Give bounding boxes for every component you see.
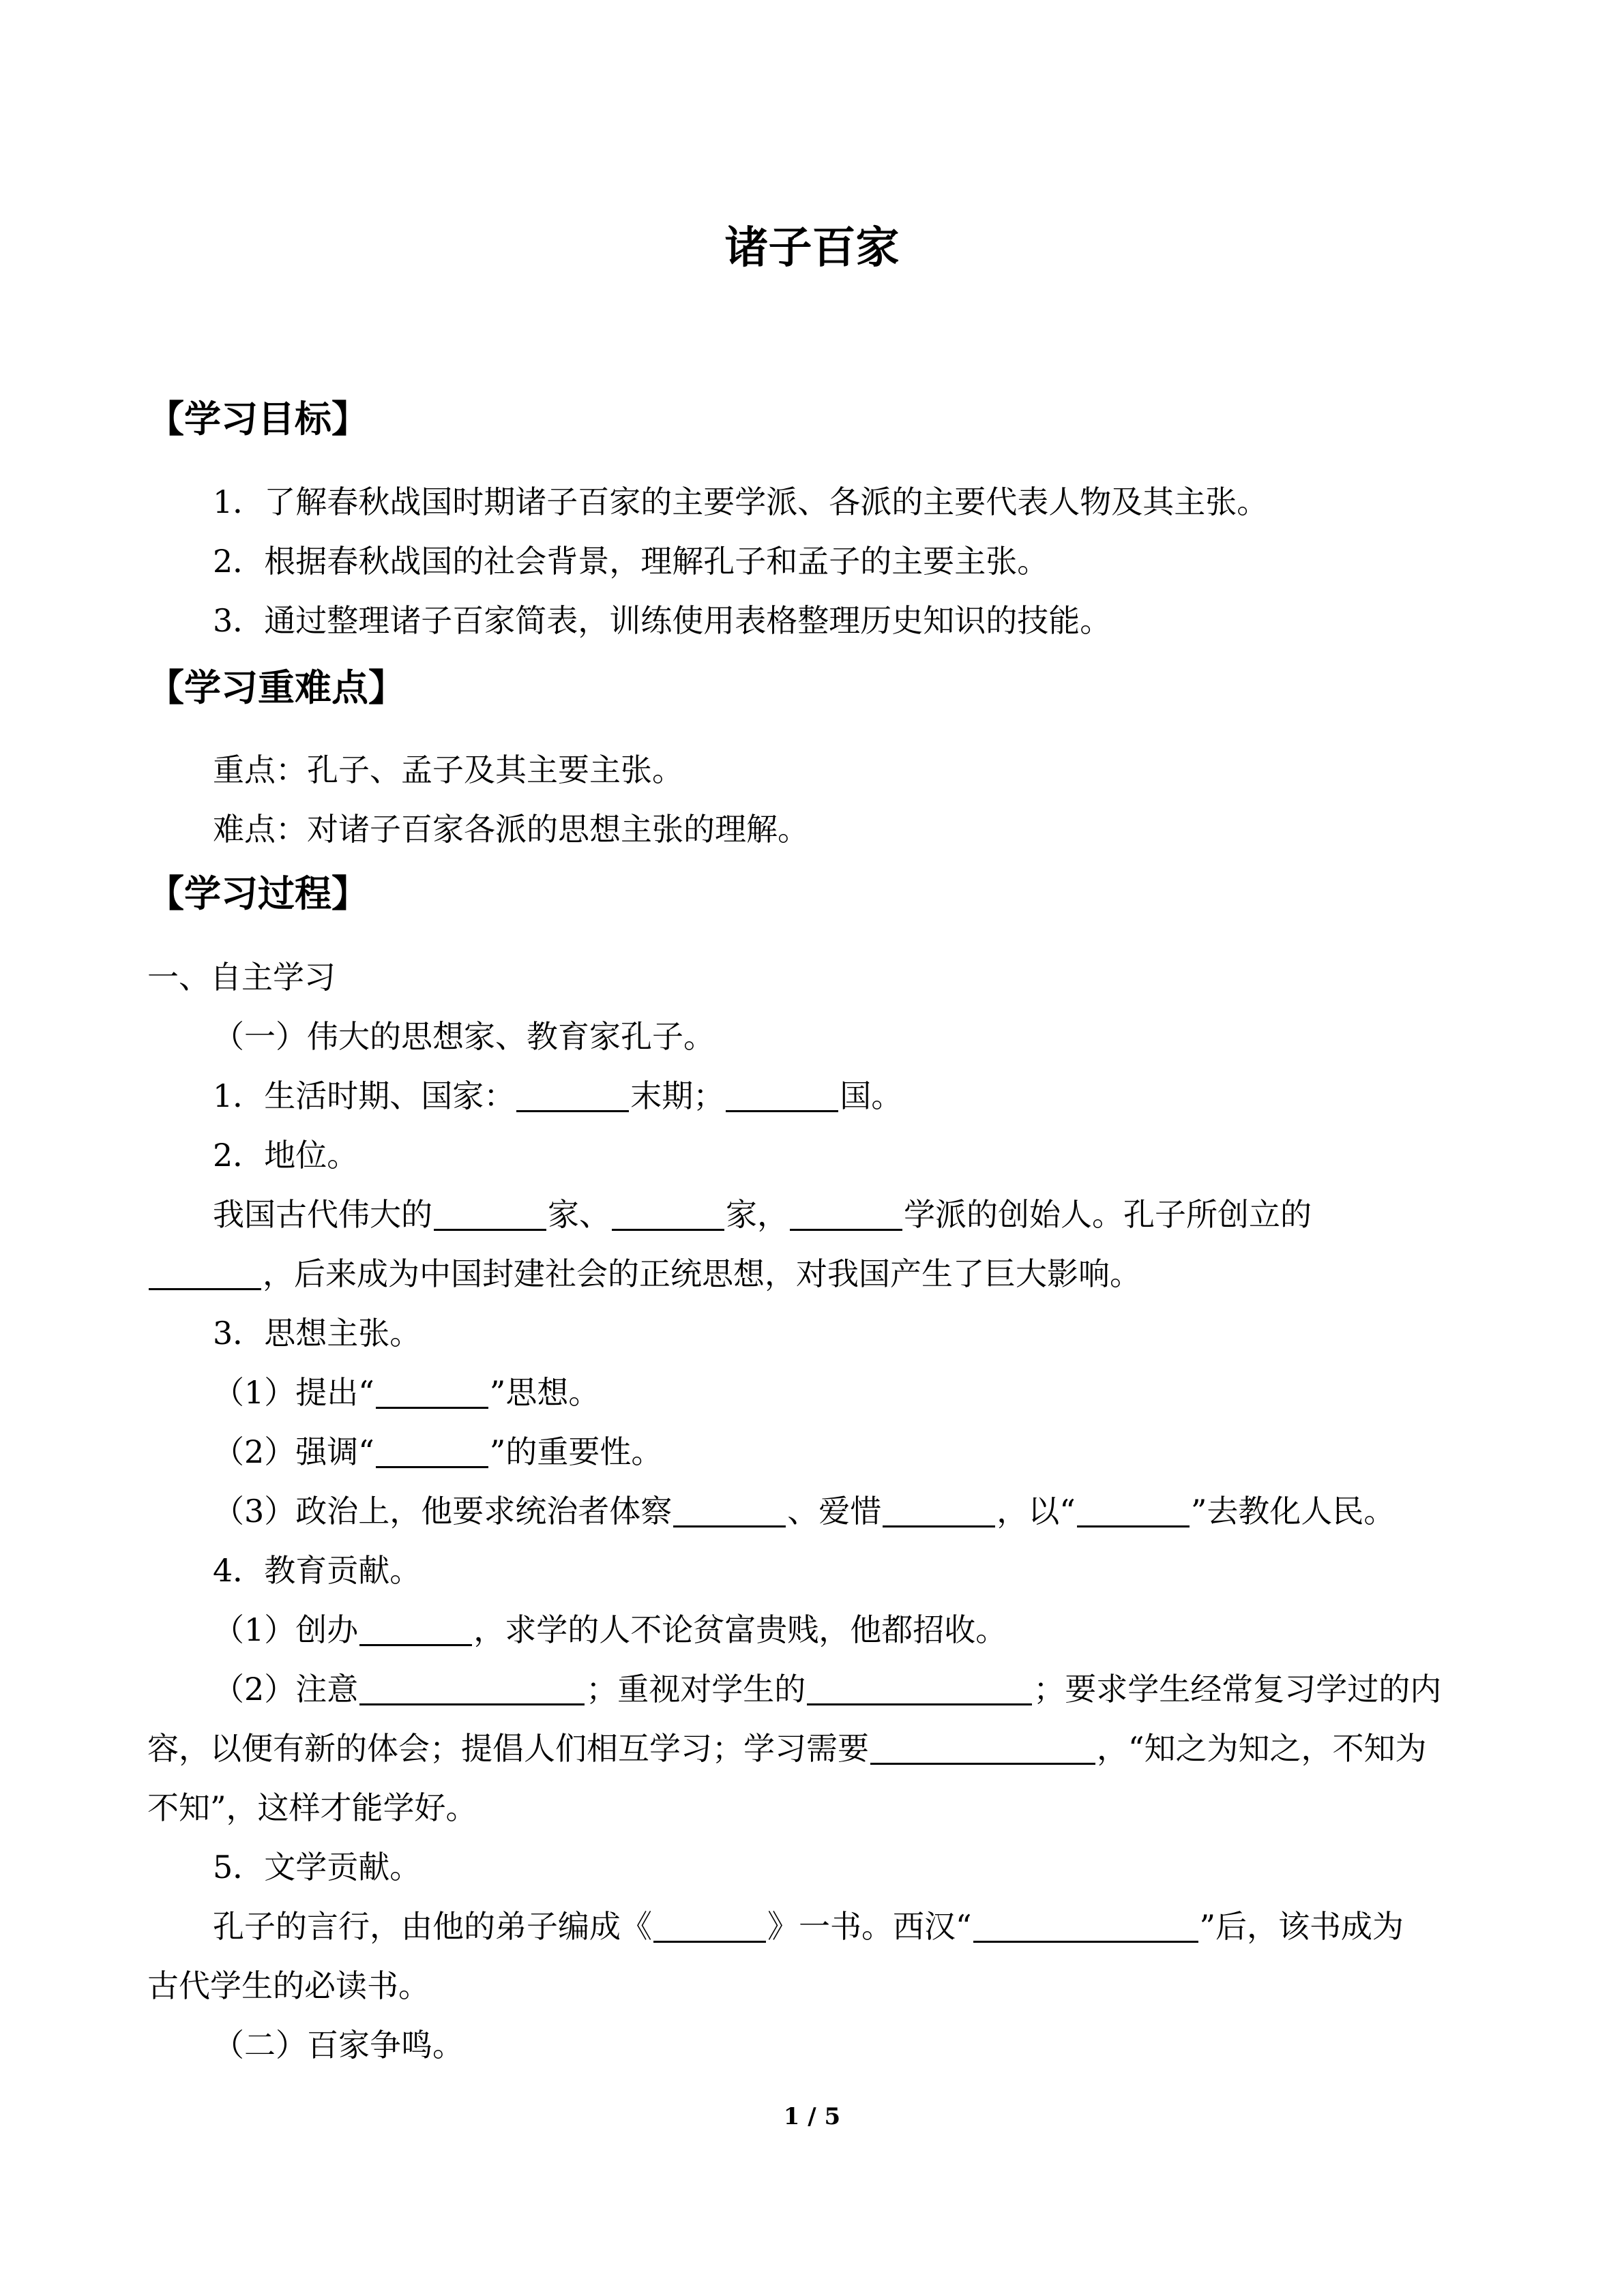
text: 容，以便有新的体会；提倡人们相互学习；学习需要 [147,1730,869,1767]
text: ，以“ [996,1493,1076,1530]
fill-blank[interactable] [376,1378,488,1409]
text: 1．生活时期、国家： [213,1077,516,1114]
fill-blank[interactable] [516,1082,629,1112]
goal-item: 3．通过整理诸子百家简表，训练使用表格整理历史知识的技能。 [213,602,1112,639]
question-4-heading: 4．教育贡献。 [213,1552,422,1589]
part-heading: 一、自主学习 [147,959,336,996]
text: ，“知之为知之，不知为 [1097,1730,1427,1767]
text: （2）强调“ [213,1433,374,1470]
goals-heading: 【学习目标】 [147,398,368,441]
question-2-heading: 2．地位。 [213,1137,359,1174]
fill-blank[interactable] [870,1734,1095,1765]
text: ”去教化人民。 [1190,1493,1396,1530]
fill-blank[interactable] [434,1200,546,1231]
fill-blank[interactable] [359,1675,585,1705]
text: 国。 [840,1077,903,1114]
text: ，后来成为中国封建社会的正统思想，对我国产生了巨大影响。 [263,1255,1141,1292]
text: ；要求学生经常复习学过的内 [1033,1671,1442,1708]
goal-item: 1．了解春秋战国时期诸子百家的主要学派、各派的主要代表人物及其主张。 [213,483,1269,520]
text: 末期； [630,1077,725,1114]
text: ，求学的人不论贫富贵贱，他都招收。 [473,1611,1007,1648]
question-5-line [213,1902,1404,1947]
text: 》一书。西汉“ [767,1908,972,1945]
fill-blank[interactable] [807,1675,1032,1705]
fill-blank[interactable] [376,1437,488,1468]
subsection-heading: （一）伟大的思想家、教育家孔子。 [213,1018,715,1055]
question-4-2-line [213,1665,1441,1710]
question-2-line [213,1190,1312,1235]
fill-blank[interactable] [149,1259,261,1290]
fill-blank[interactable] [1077,1497,1190,1527]
question-5-heading: 5．文学贡献。 [213,1849,422,1885]
subsection-heading: （二）百家争鸣。 [213,2027,464,2063]
key-point-item: 重点：孔子、孟子及其主要主张。 [213,751,683,788]
question-3-heading: 3．思想主张。 [213,1315,422,1352]
fill-blank[interactable] [790,1200,902,1231]
fill-blank[interactable] [883,1497,995,1527]
page-number: 1 / 5 [783,2103,841,2130]
text: ；重视对学生的 [586,1671,806,1708]
text: 孔子的言行，由他的弟子编成《 [213,1908,652,1945]
question-5-line: 古代学生的必读书。 [147,1967,430,2004]
question-3-2 [213,1427,662,1472]
text: ”的重要性。 [489,1433,663,1470]
text: 学派的创始人。孔子所创立的 [904,1196,1312,1233]
goal-item: 2．根据春秋战国的社会背景，理解孔子和孟子的主要主张。 [213,543,1049,580]
text: （1）创办 [213,1611,359,1648]
question-4-2-line [147,1724,1427,1769]
key-point-item: 难点：对诸子百家各派的思想主张的理解。 [213,811,809,848]
question-4-1 [213,1605,1007,1650]
fill-blank[interactable] [726,1082,838,1112]
question-1 [213,1071,902,1116]
process-heading: 【学习过程】 [147,872,368,915]
fill-blank[interactable] [359,1615,472,1646]
text: 我国古代伟大的 [213,1196,432,1233]
question-4-2-line: 不知”，这样才能学好。 [147,1789,477,1826]
text: （2）注意 [213,1671,359,1708]
text: 、爱惜 [787,1493,882,1530]
fill-blank[interactable] [653,1912,766,1943]
text: （3）政治上，他要求统治者体察 [213,1493,673,1530]
page-title: 诸子百家 [724,223,900,273]
text: 家、 [548,1196,610,1233]
fill-blank[interactable] [673,1497,786,1527]
text: ”思想。 [489,1374,600,1411]
fill-blank[interactable] [612,1200,724,1231]
question-2-line [147,1249,1141,1294]
text: 家， [726,1196,788,1233]
question-3-1 [213,1368,600,1413]
key-points-heading: 【学习重难点】 [147,666,405,709]
text: （1）提出“ [213,1374,374,1411]
text: ”后，该书成为 [1199,1908,1404,1945]
fill-blank[interactable] [973,1912,1198,1943]
question-3-3 [213,1487,1395,1532]
